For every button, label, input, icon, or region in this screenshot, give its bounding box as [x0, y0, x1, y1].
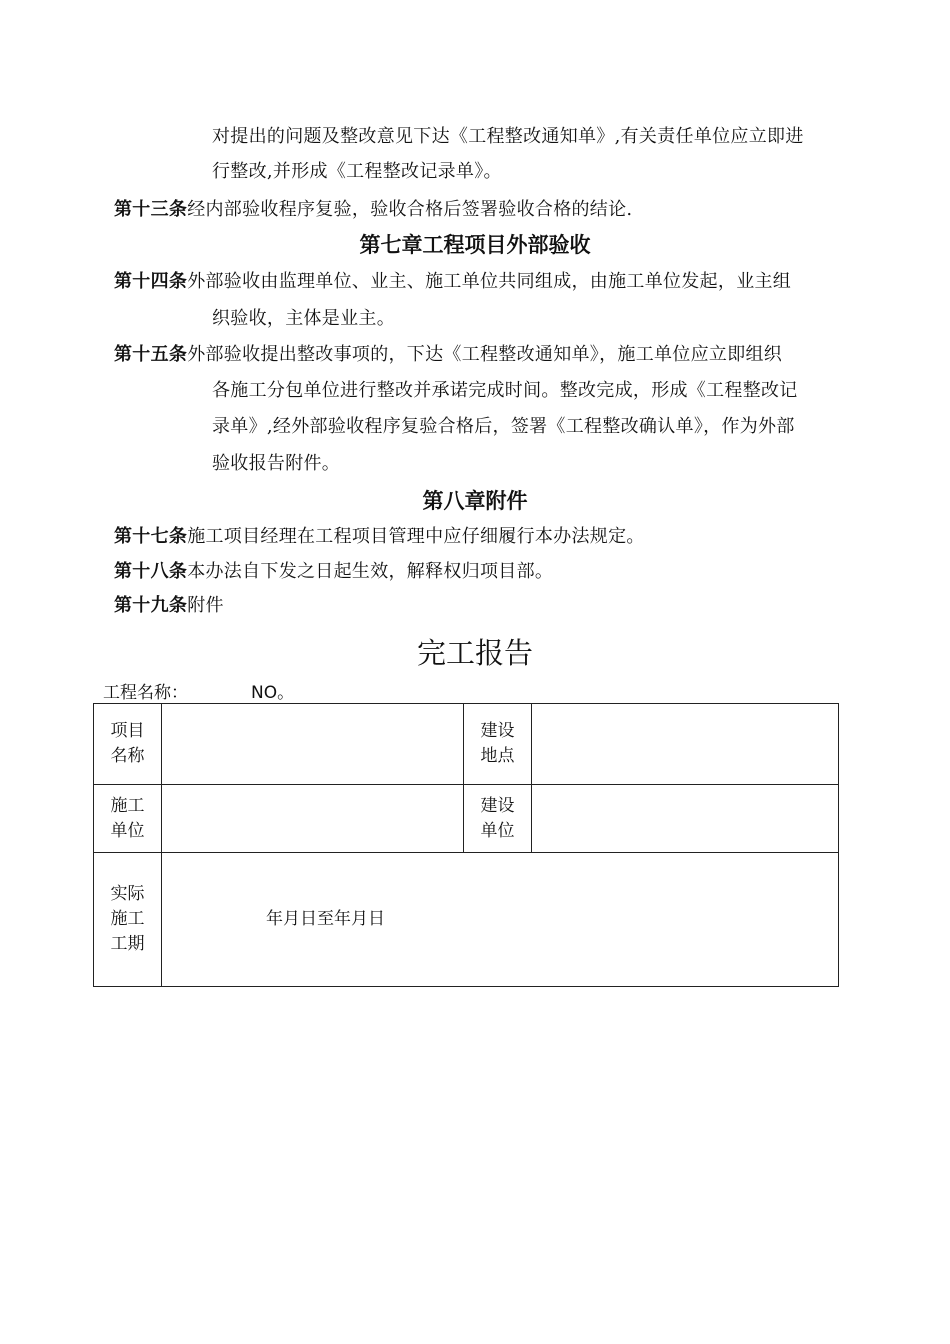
paragraph-line: 行整改,并形成《工程整改记录单》。: [212, 161, 502, 182]
article-19: [114, 594, 224, 618]
article-18: [114, 560, 553, 584]
chapter-heading-7: 第七章工程项目外部验收: [359, 233, 591, 257]
chapter-heading-8: 第八章附件: [422, 489, 528, 513]
owner-unit-header: 建设 单位: [464, 785, 532, 853]
completion-report-table: [93, 703, 839, 987]
article-15: [114, 343, 782, 367]
owner-unit-cell[interactable]: [532, 785, 839, 853]
paragraph-line: 对提出的问题及整改意见下达《工程整改通知单》,有关责任单位应立即进: [212, 126, 804, 147]
project-name-label: 工程名称：: [103, 683, 188, 703]
report-number-label: NO。: [251, 683, 295, 703]
article-text: 附件: [187, 595, 224, 616]
table-row: [94, 853, 839, 987]
table-row: [94, 785, 839, 853]
contractor-cell[interactable]: [162, 785, 464, 853]
article-label: 第十九条: [114, 595, 188, 616]
article-text: 本办法自下发之日起生效，解释权归项目部。: [187, 561, 554, 582]
article-label: 第十四条: [114, 271, 188, 292]
article-label: 第十七条: [114, 526, 188, 547]
article-text: 施工项目经理在工程项目管理中应仔细履行本办法规定。: [187, 526, 645, 547]
paragraph-line: 验收报告附件。: [212, 453, 341, 474]
article-text: 外部验收提出整改事项的，下达《工程整改通知单》，施工单位应立即组织: [187, 344, 783, 365]
article-13: [114, 198, 632, 222]
article-label: 第十八条: [114, 561, 188, 582]
construction-site-header: 建设 地点: [464, 704, 532, 785]
contractor-header: 施工 单位: [94, 785, 162, 853]
actual-period-header: 实际 施工 工期: [94, 853, 162, 987]
article-text: 经内部验收程序复验，验收合格后签署验收合格的结论.: [187, 199, 633, 220]
actual-period-value[interactable]: 年月日至年月日: [162, 853, 839, 987]
project-name-cell[interactable]: [162, 704, 464, 785]
article-label: 第十三条: [114, 199, 188, 220]
article-14: [114, 270, 791, 294]
article-text: 外部验收由监理单位、业主、施工单位共同组成，由施工单位发起，业主组: [187, 271, 792, 292]
paragraph-line: 各施工分包单位进行整改并承诺完成时间。整改完成，形成《工程整改记: [212, 380, 798, 401]
construction-site-cell[interactable]: [532, 704, 839, 785]
article-label: 第十五条: [114, 344, 188, 365]
paragraph-line: 录单》,经外部验收程序复验合格后，签署《工程整改确认单》，作为外部: [212, 416, 795, 437]
report-title: 完工报告: [416, 636, 533, 670]
article-17: [114, 525, 645, 549]
project-name-header: 项目 名称: [94, 704, 162, 785]
table-row: [94, 704, 839, 785]
paragraph-line: 织验收，主体是业主。: [212, 308, 395, 329]
